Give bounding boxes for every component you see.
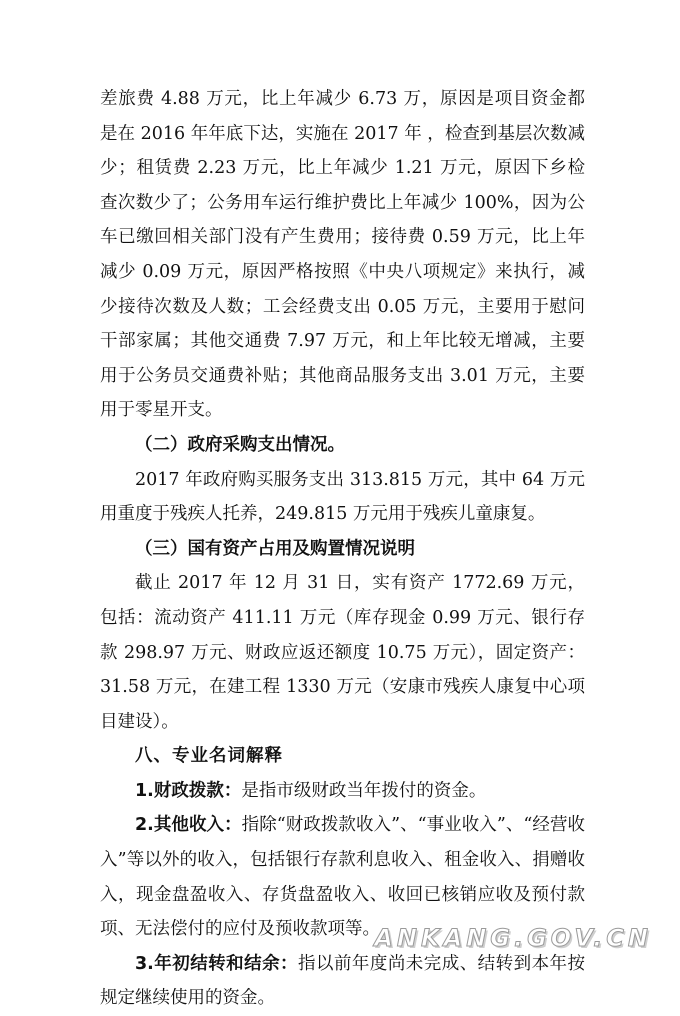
document-body <box>100 82 585 1016</box>
glossary-term: 1.财政拨款： <box>135 780 242 801</box>
glossary-term: 3.年初结转和结余： <box>135 953 299 974</box>
glossary-term: 2.其他收入： <box>135 815 242 836</box>
paragraph-state-assets: 截止 2017 年 12 月 31 日，实有资产 1772.69 万元，包括：流动资产 411.11 万元（库存现金 0.99 万元、银行存款 298.97 万元、财政应返还额度 10.75 万元），固定资产：31.58 万元，在建工程 1330 万元（安康市残疾人康复中心项目建设）。 <box>100 573 585 732</box>
heading-government-procurement: （二）政府采购支出情况。 <box>135 434 345 455</box>
glossary-item <box>100 947 585 1016</box>
paragraph-government-procurement: 2017 年政府购买服务支出 313.815 万元，其中 64 万元用重度于残疾人托养，249.815 万元用于残疾儿童康复。 <box>100 469 585 525</box>
heading-glossary: 八、专业名词解释 <box>135 746 283 767</box>
glossary-definition: 指以前年度尚未完成、结转到本年按规定继续使用的资金。 <box>100 953 585 1009</box>
site-watermark: ANKANG.GOV.CN <box>374 924 652 952</box>
glossary-item <box>100 774 585 809</box>
glossary-definition: 是指市级财政当年拨付的资金。 <box>241 780 487 801</box>
paragraph-travel-expenses: 差旅费 4.88 万元，比上年减少 6.73 万，原因是项目资金都是在 2016 年年底下达，实施在 2017 年 ，检查到基层次数减少；租赁费 2.23 万元，比上年减少 1.21 万元，原因下乡检查次数少了；公务用车运行维护费比上年减少 100%，因为公车已缴回相关部门没有产生费用；接待费 0.59 万元，比上年减少 0.09 万元，原因严格按照《中央八项规定》来执行，减少接待次数及人数；工会经费支出 0.05 万元，主要用于慰问干部家属；其他交通费 7.97 万元，和上年比较无增减，主要用于公务员交通费补贴；其他商品服务支出 3.01 万元，主要用于零星开支。 <box>100 89 585 421</box>
glossary-definition: 指除“财政拨款收入”、“事业收入”、“经营收入”等以外的收入，包括银行存款利息收入、租金收入、捐赠收入，现金盘盈收入、存货盘盈收入、收回已核销应收及预付款项、无法偿付的应付及预收款项等。 <box>100 815 586 940</box>
heading-state-assets: （三）国有资产占用及购置情况说明 <box>135 538 415 559</box>
